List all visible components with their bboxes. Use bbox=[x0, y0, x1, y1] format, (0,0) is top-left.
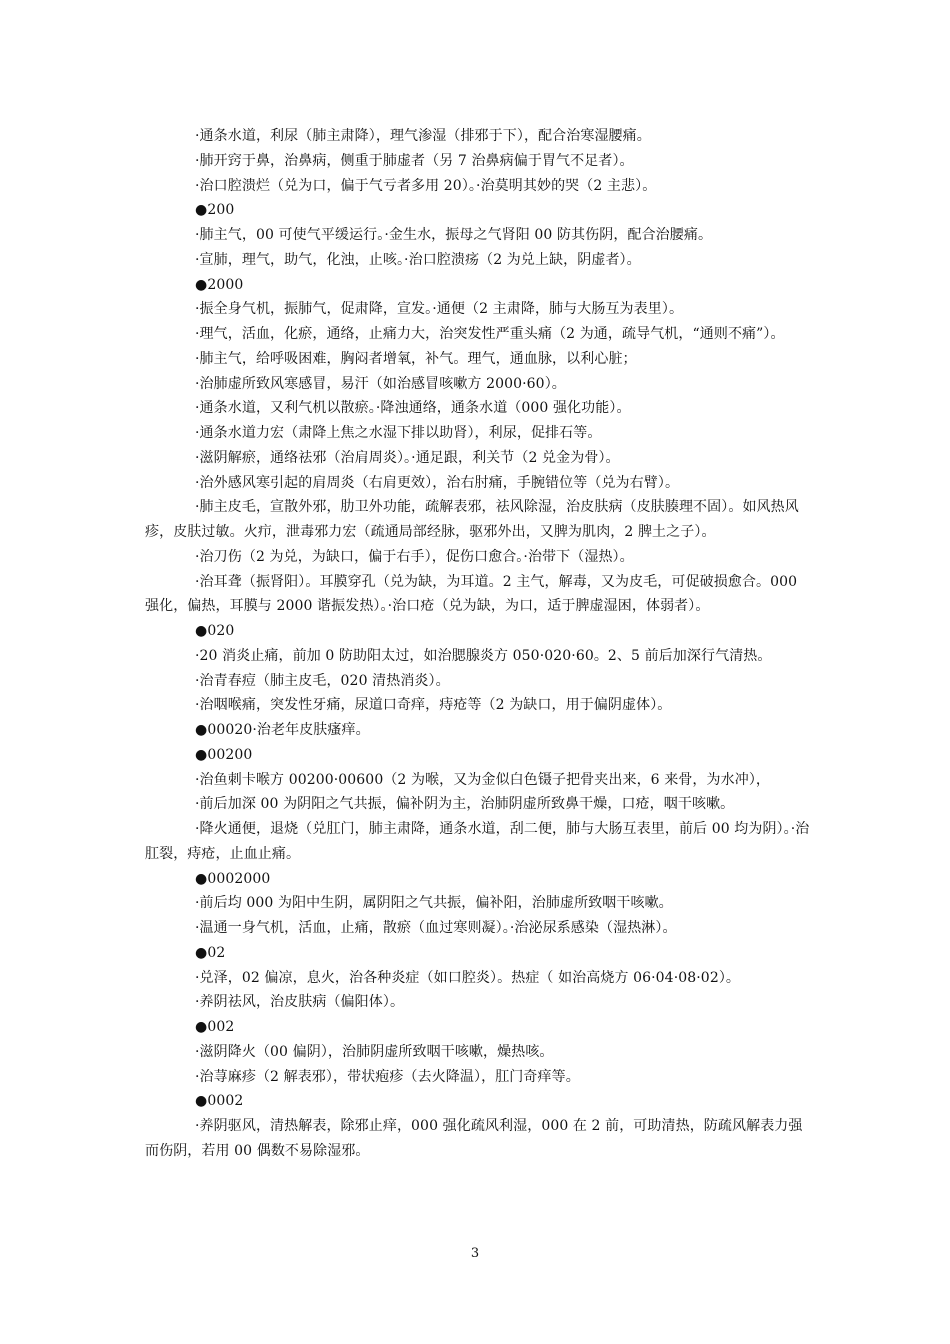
section-heading: ●02 bbox=[195, 944, 226, 961]
section-heading: ●0002 bbox=[195, 1093, 244, 1110]
paragraph: ·治肺虚所致风寒感冒，易汗（如治感冒咳嗽方 2000·60）。 bbox=[195, 375, 566, 392]
section-heading: ●200 bbox=[195, 202, 235, 219]
paragraph: ·宣肺，理气，助气，化浊，止咳。·治口腔溃疡（2 为兑上缺，阴虚者）。 bbox=[195, 251, 641, 268]
section-heading: ●0002000 bbox=[195, 870, 271, 887]
section-heading: ●002 bbox=[195, 1019, 235, 1035]
paragraph: ·前后加深 00 为阴阳之气共振，偏补阴为主，治肺阴虚所致鼻干燥，口疮，咽干咳嗽。 bbox=[195, 796, 735, 813]
paragraph: ·治咽喉痛，突发性牙痛，尿道口奇痒，痔疮等（2 为缺口，用于偏阴虚体）。 bbox=[195, 697, 672, 714]
paragraph: ·通条水道，又利气机以散瘀。·降浊通络，通条水道（000 强化功能）。 bbox=[195, 400, 631, 417]
section-heading: ●00200 bbox=[195, 746, 253, 763]
page-body bbox=[145, 124, 815, 1164]
paragraph: ·治青春痘（肺主皮毛，020 清热消炎）。 bbox=[195, 672, 450, 689]
paragraph: ·肺主皮毛，宣散外邪，肋卫外功能，疏解表邪，祛风除湿，治皮肤病（皮肤腠理不固）。如风热风疹，皮肤过敏。火疖，泄毒邪力宏（疏通局部经脉，驱邪外出，又脾为肌肉，2 脾土之子）。 bbox=[145, 499, 799, 540]
paragraph: ·滋阴解瘀，通络祛邪（治肩周炎）。·通足跟，利关节（2 兑金为骨）。 bbox=[195, 449, 620, 466]
paragraph: ·肺主气，给呼吸困难，胸闷者增氧，补气。理气，通血脉，以利心脏； bbox=[195, 350, 637, 367]
paragraph: ·治外感风寒引起的肩周炎（右肩更效），治右肘痛，手腕错位等（兑为右臂）。 bbox=[195, 474, 680, 491]
page-number: 3 bbox=[470, 1246, 480, 1261]
paragraph: ·治耳聋（振肾阳）。耳膜穿孔（兑为缺，为耳道。2 主气，解毒，又为皮毛，可促破损愈合。000 强化，偏热，耳膜与 2000 谐振发热）。·治口疮（兑为缺，为口，适于脾虚湿困，体弱者）。 bbox=[145, 573, 798, 615]
paragraph: ·振全身气机，振肺气，促肃降，宣发。·通便（2 主肃降，肺与大肠互为表里）。 bbox=[195, 301, 684, 318]
paragraph: ·理气，活血，化瘀，通络，止痛力大，治突发性严重头痛（2 为通，疏导气机，“通则不痛”）。 bbox=[195, 326, 785, 342]
section-heading: ●020 bbox=[195, 623, 235, 639]
paragraph: ·滋阴降火（00 偏阴），治肺阴虚所致咽干咳嗽，燥热咳。 bbox=[195, 1043, 554, 1060]
paragraph: ·兑泽，02 偏凉，息火，治各种炎症（如口腔炎）。热症（ 如治高烧方 06·04·08·02）。 bbox=[195, 969, 741, 986]
paragraph: ·肺开窍于鼻，治鼻病，侧重于肺虚者（另 7 治鼻病偏于胃气不足者）。 bbox=[195, 152, 634, 169]
paragraph: ·肺主气，00 可使气平缓运行。·金生水，振母之气肾阳 00 防其伤阴，配合治腰痛。 bbox=[195, 227, 713, 243]
section-heading: ●00020·治老年皮肤瘙痒。 bbox=[195, 722, 370, 738]
paragraph: ·养阴祛风，治皮肤病（偏阳体）。 bbox=[195, 994, 405, 1011]
paragraph: ·温通一身气机，活血，止痛，散瘀（血过寒则凝）。·治泌尿系感染（湿热淋）。 bbox=[195, 920, 677, 936]
paragraph: ·通条水道力宏（肃降上焦之水湿下排以助肾），利尿，促排石等。 bbox=[195, 425, 602, 441]
section-heading: ●2000 bbox=[195, 276, 244, 293]
paragraph: ·治刀伤（2 为兑，为缺口，偏于右手），促伤口愈合。·治带下（湿热）。 bbox=[195, 548, 634, 565]
paragraph: ·降火通便，退烧（兑肛门，肺主肃降，通条水道，刮二便，肺与大肠互表里，前后 00 均为阴）。·治肛裂，痔疮，止血止痛。 bbox=[145, 821, 810, 862]
paragraph: ·治口腔溃烂（兑为口，偏于气亏者多用 20）。·治莫明其妙的哭（2 主悲）。 bbox=[195, 177, 657, 194]
paragraph: ·治鱼刺卡喉方 00200·00600（2 为喉，又为金似白色镊子把骨夹出来，6 来骨，为水冲）， bbox=[195, 771, 771, 788]
paragraph: ·20 消炎止痛，前加 0 防助阳太过，如治腮腺炎方 050·020·60。2、5 前后加深行气清热。 bbox=[195, 647, 772, 664]
paragraph: ·养阴驱风，清热解表，除邪止痒，000 强化疏风利湿，000 在 2 前，可助清热，防疏风解表力强而伤阴，若用 00 偶数不易除湿邪。 bbox=[145, 1118, 803, 1159]
paragraph: ·前后均 000 为阳中生阴，属阴阳之气共振，偏补阳，治肺虚所致咽干咳嗽。 bbox=[195, 895, 673, 912]
paragraph: ·通条水道，利尿（肺主肃降），理气渗湿（排邪于下），配合治寒湿腰痛。 bbox=[195, 128, 651, 144]
paragraph: ·治荨麻疹（2 解表邪），带状疱疹（去火降温），肛门奇痒等。 bbox=[195, 1068, 580, 1085]
